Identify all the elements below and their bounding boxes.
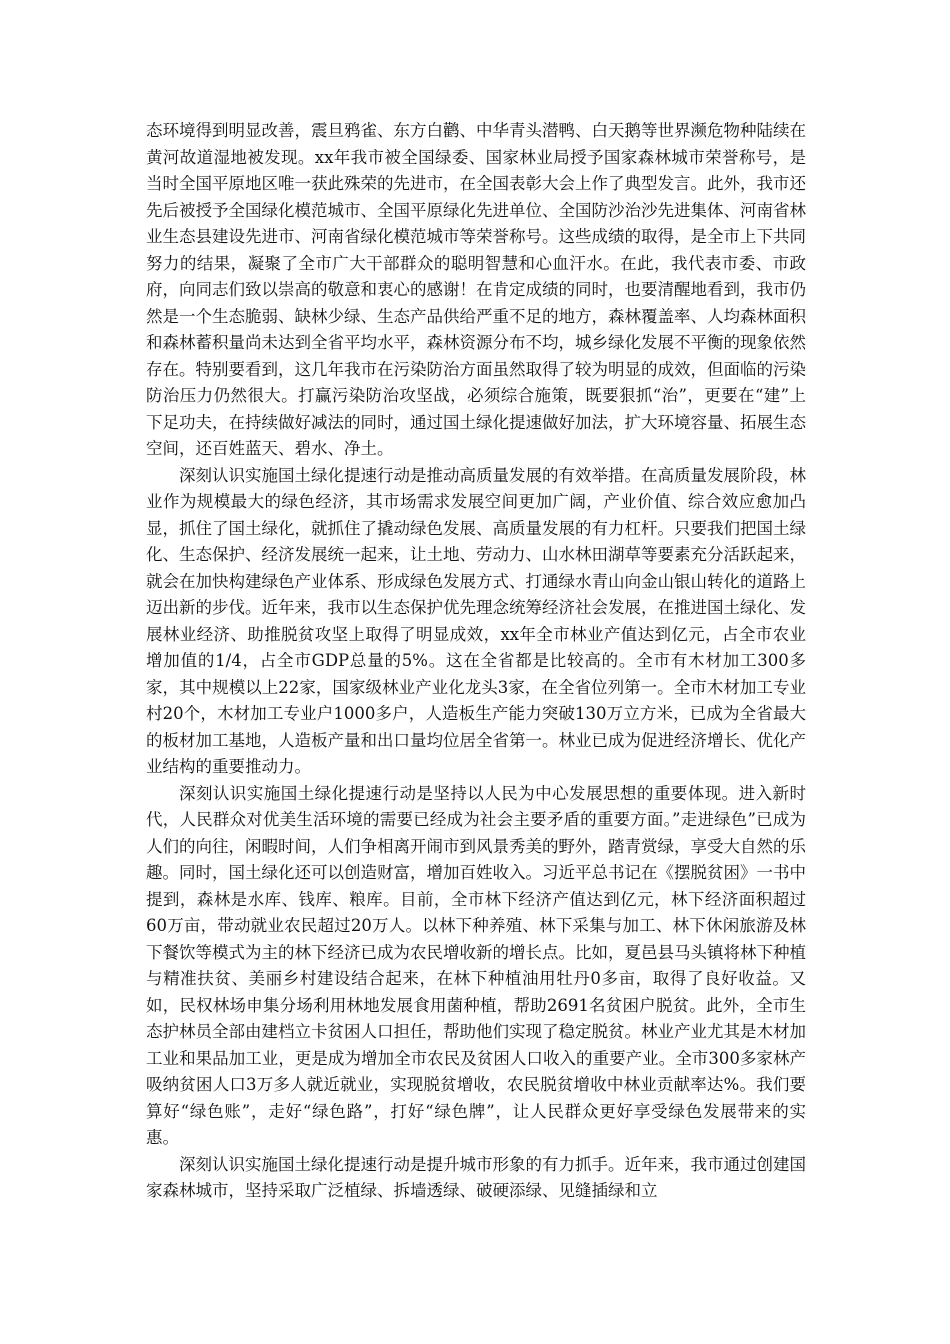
paragraph-city-image: 深刻认识实施国土绿化提速行动是提升城市形象的有力抓手。近年来，我市通过创建国家森林城市，坚持采取广泛植绿、拆墙透绿、破硬添绿、见缝插绿和立 [146,1154,806,1200]
paragraph-high-quality-development: 深刻认识实施国土绿化提速行动是推动高质量发展的有效举措。在高质量发展阶段，林业作为规模最大的绿色经济，其市场需求发展空间更加广阔，产业价值、综合效应愈加凸显，抓住了国土绿化，就抓住了撬动绿色发展、高质量发展的有力杠杆。只要我们把国土绿化、生态保护、经济发展统一起来，让土地、劳动力、山水林田湖草等要素充分活跃起来，就会在加快构建绿色产业体系、形成绿色发展方式、打通绿水青山向金山银山转化的道路上迈出新的步伐。近年来，我市以生态保护优先理念统筹经济社会发展，在推进国土绿化、发展林业经济、助推脱贫攻坚上取得了明显成效，xx年全市林业产值达到亿元，占全市农业增加值的1/4，占全市GDP总量的5%。这在全省都是比较高的。全市有木材加工300多家，其中规模以上22家，国家级林业产业化龙头3家，在全省位列第一。全市木材加工专业村20个，木材加工专业户1000多户，人造板生产能力突破130万立方米，已成为全省最大的板材加工基地，人造板产量和出口量均位居全省第一。林业已成为促进经济增长、优化产业结构的重要推动力。 [146,465,806,776]
document-body [146,118,806,1205]
paragraph-people-centered: 深刻认识实施国土绿化提速行动是坚持以人民为中心发展思想的重要体现。进入新时代，人民群众对优美生活环境的需要已经成为社会主要矛盾的重要方面。”走进绿色”已成为人们的向往，闲暇时间，人们争相离开闹市到风景秀美的野外，踏青赏绿，享受大自然的乐趣。同时，国土绿化还可以创造财富，增加百姓收入。习近平总书记在《摆脱贫困》一书中提到，森林是水库、钱库、粮库。目前，全市林下经济产值达到亿元，林下经济面积超过60万亩，带动就业农民超过20万人。以林下种养殖、林下采集与加工、林下休闲旅游及林下餐饮等模式为主的林下经济已成为农民增收新的增长点。比如，夏邑县马头镇将林下种植与精准扶贫、美丽乡村建设结合起来，在林下种植油用牡丹0多亩，取得了良好收益。又如，民权林场申集分场利用林地发展食用菌种植，帮助2691名贫困户脱贫。此外，全市生态护林员全部由建档立卡贫困人口担任，帮助他们实现了稳定脱贫。林业产业尤其是木材加工业和果品加工业，更是成为增加全市农民及贫困人口收入的重要产业。全市300多家林产吸纳贫困人口3万多人就近就业，实现脱贫增收，农民脱贫增收中林业贡献率达%。我们要算好“绿色账”，走好“绿色路”，打好“绿色牌”，让人民群众更好享受绿色发展带来的实惠。 [146,783,806,1147]
paragraph-continuation: 态环境得到明显改善，震旦鸦雀、东方白鹳、中华青头潜鸭、白天鹅等世界濒危物种陆续在黄河故道湿地被发现。xx年我市被全国绿委、国家林业局授予国家森林城市荣誉称号，是当时全国平原地区唯一获此殊荣的先进市，在全国表彰大会上作了典型发言。此外，我市还先后被授予全国绿化模范城市、全国平原绿化先进单位、全国防沙治沙先进集体、河南省林业生态县建设先进市、河南省绿化模范城市等荣誉称号。这些成绩的取得，是全市上下共同努力的结果，凝聚了全市广大干部群众的聪明智慧和心血汗水。在此，我代表市委、市政府，向同志们致以崇高的敬意和衷心的感谢！在肯定成绩的同时，也要清醒地看到，我市仍然是一个生态脆弱、缺林少绿、生态产品供给严重不足的地方，森林覆盖率、人均森林面积和森林蓄积量尚未达到全省平均水平，森林资源分布不均，城乡绿化发展不平衡的现象依然存在。特别要看到，这几年我市在污染防治方面虽然取得了较为明显的成效，但面临的污染防治压力仍然很大。打赢污染防治攻坚战，必须综合施策，既要狠抓“治”，更要在“建”上下足功夫，在持续做好减法的同时，通过国土绿化提速做好加法，扩大环境容量、拓展生态空间，还百姓蓝天、碧水、净土。 [146,121,806,458]
